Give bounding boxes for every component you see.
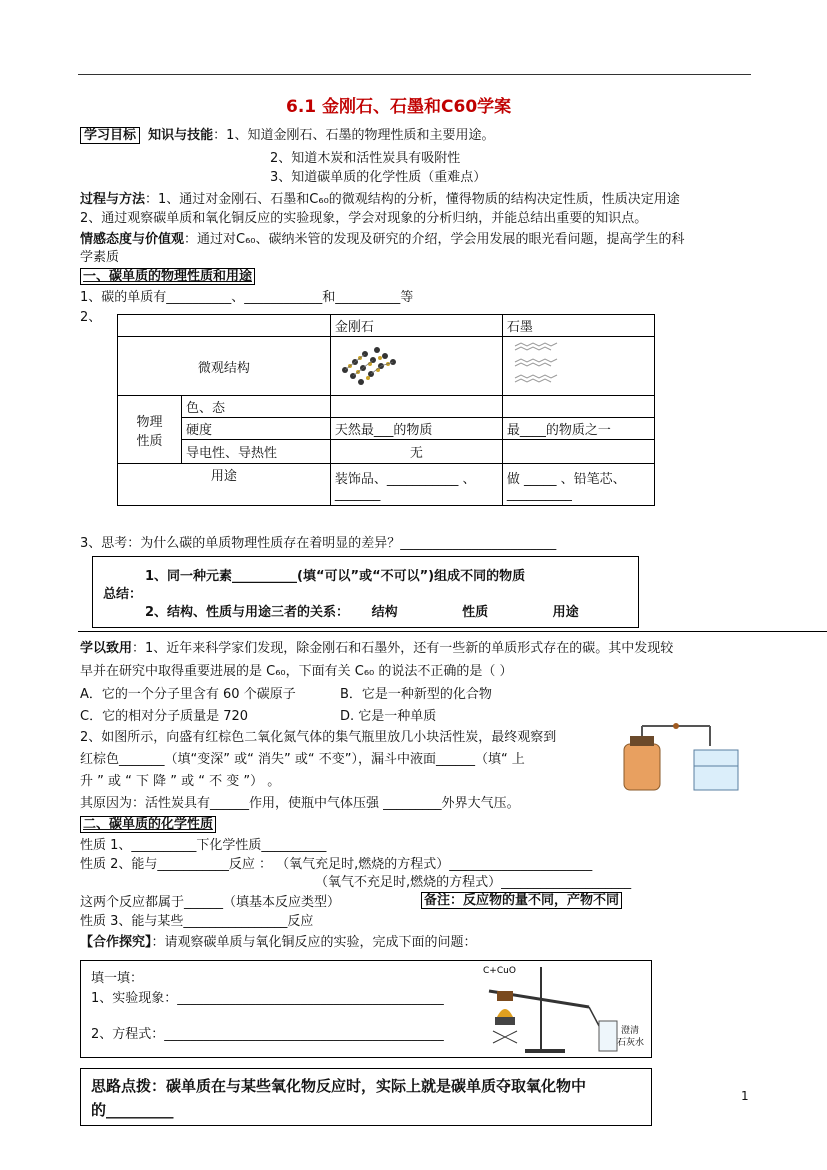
- carbon-copper-oxide-apparatus-image: [479, 961, 651, 1057]
- knowledge-item-2: 2、知道木炭和活性炭具有吸附性: [270, 151, 461, 166]
- graphite-color-cell: [502, 396, 654, 418]
- objectives-line-1: [80, 124, 494, 143]
- emotion-line-1: [80, 228, 685, 247]
- apply-line-1: 学以致用：1、近年来科学家们发现，除金刚石和石墨外，还有一些新的单质形式存在的碳。其中发现较: [80, 641, 674, 656]
- summary-item-2: 2、结构、性质与用途三者的关系： 结构 性质 用途: [145, 605, 579, 620]
- emotion-item-2: 学素质: [80, 250, 120, 265]
- reaction-type-question: 这两个反应都属于______（填基本反应类型）: [80, 895, 341, 910]
- section1-heading: 一、碳单质的物理性质和用途: [80, 265, 255, 284]
- property-1: 性质 1、__________下化学性质__________: [80, 838, 327, 853]
- row-conductivity: 导电性、导热性: [182, 440, 331, 464]
- apparatus-label-limewater: 石灰水: [617, 1038, 645, 1048]
- note-box: 备注：反应物的量不同，产物不同: [421, 889, 622, 908]
- apply-q2-line-1: 2、如图所示，向盛有红棕色二氧化氮气体的集气瓶里放几小块活性炭，最终观察到: [80, 730, 557, 745]
- page-number: 1: [741, 1089, 749, 1103]
- emotion-item-1: ：通过对C₆₀、碳纳米管的发现及研究的介绍，学会用发展的眼光看问题，提高学生的科: [184, 232, 685, 247]
- summary-label: 总结：: [103, 587, 143, 602]
- fill-title: 填一填：: [91, 971, 144, 986]
- section2-heading: 二、碳单质的化学性质: [80, 813, 216, 832]
- row-color-state: 色、态: [182, 396, 331, 418]
- summary-item-1: 1、同一种元素__________(填“可以”或“不可以”)组成不同的物质: [145, 569, 526, 584]
- diamond-use: 装饰品、___________ 、 _______: [330, 464, 502, 506]
- question-2: 2、: [80, 310, 102, 325]
- apply-line-2: 早并在研究中取得重要进展的是 C₆₀，下面有关 C₆₀ 的说法不正确的是（ ）: [80, 664, 513, 679]
- cooperative-box: [80, 960, 652, 1058]
- apply-label: 学以致用: [80, 641, 133, 656]
- header-rule: [78, 74, 751, 75]
- row-micro-structure: 微观结构: [118, 337, 331, 396]
- property-3: 性质 3、能与某些________________反应: [80, 914, 314, 929]
- knowledge-item-1: ：1、知道金刚石、石墨的物理性质和主要用途。: [213, 128, 495, 143]
- question-3: 3、思考：为什么碳的单质物理性质存在着明显的差异？________________________: [80, 536, 557, 551]
- summary-box: [92, 556, 639, 628]
- graphite-use: 做 _____ 、铅笔芯、 __________: [502, 464, 654, 506]
- hint-line-1: 思路点拨：碳单质在与某些氧化物反应时，实际上就是碳单质夺取氧化物中: [91, 1077, 587, 1095]
- physical-properties-label: 物理 性质: [118, 396, 182, 464]
- gas-jar-apparatus-image: [618, 722, 748, 794]
- process-line-1: [80, 188, 680, 207]
- diamond-structure-image: [330, 337, 502, 396]
- properties-table: [117, 314, 655, 506]
- apply-q2-line-2: 红棕色_______（填“变深” 或“ 消失” 或“ 不变”），漏斗中液面______（填“ 上: [80, 752, 525, 767]
- table-corner-cell: [118, 315, 331, 337]
- process-item-1: ：1、通过对金刚石、石墨和C₆₀的微观结构的分析，懂得物质的结构决定性质，性质决定用途: [145, 192, 680, 207]
- graphite-hardness: 最____的物质之一: [502, 418, 654, 440]
- process-label: 过程与方法: [80, 192, 146, 207]
- page-title: 6.1 金刚石、石墨和C60学案: [286, 97, 512, 117]
- apply-q2-line-4: 其原因为：活性炭具有______作用，使瓶中气体压强 _________外界大气压。: [80, 796, 520, 811]
- objectives-tag: 学习目标: [80, 127, 140, 144]
- apply-q2-line-3: 升 ” 或 “ 下 降 ” 或 “ 不 变 ”） 。: [80, 774, 281, 789]
- option-b: B．它是一种新型的化合物: [340, 687, 492, 702]
- coop-line: 【合作探究】：请观察碳单质与氧化铜反应的实验，完成下面的问题：: [80, 935, 477, 950]
- diamond-color-cell: [330, 396, 502, 418]
- diamond-hardness: 天然最___的物质: [330, 418, 502, 440]
- fill-phenomenon: 1、实验现象：_________________________________________: [91, 991, 444, 1006]
- row-hardness: 硬度: [182, 418, 331, 440]
- process-item-2: 2、通过观察碳单质和氧化铜反应的实验现象，学会对现象的分析归纳，并能总结出重要的知识点。: [80, 211, 648, 226]
- property-2-incomplete: （氧气不充足时,燃烧的方程式）____________________: [315, 875, 632, 890]
- option-a: A．它的一个分子里含有 60 个碳原子: [80, 687, 296, 702]
- section-divider: [78, 631, 827, 632]
- diamond-lattice-icon: [335, 340, 405, 388]
- option-c: C．它的相对分子质量是 720: [80, 709, 249, 724]
- knowledge-item-3: 3、知道碳单质的化学性质（重难点）: [270, 170, 487, 185]
- header-graphite: 石墨: [502, 315, 654, 337]
- fill-equation: 2、方程式：___________________________________________: [91, 1027, 444, 1042]
- header-diamond: 金刚石: [330, 315, 502, 337]
- graphite-layers-icon: [507, 338, 567, 390]
- coop-label: 【合作探究】: [80, 935, 152, 950]
- graphite-conductivity: [502, 440, 654, 464]
- option-d: D. 它是一种单质: [340, 709, 437, 724]
- knowledge-label: 知识与技能: [148, 128, 214, 143]
- hint-line-2: 的_________: [91, 1101, 174, 1119]
- row-use: 用途: [118, 464, 331, 506]
- emotion-label: 情感态度与价值观: [80, 232, 185, 247]
- diamond-conductivity: 无: [330, 440, 502, 464]
- apparatus-label-clear: 澄清: [621, 1026, 640, 1036]
- property-2: 性质 2、能与___________反应 ： （氧气充足时,燃烧的方程式）______________________: [80, 857, 593, 872]
- hint-box: [80, 1068, 652, 1126]
- graphite-structure-image: [502, 337, 654, 396]
- question-1: 1、碳的单质有__________、____________和__________等: [80, 290, 414, 305]
- apparatus-label-reactants: C+CuO: [483, 966, 516, 976]
